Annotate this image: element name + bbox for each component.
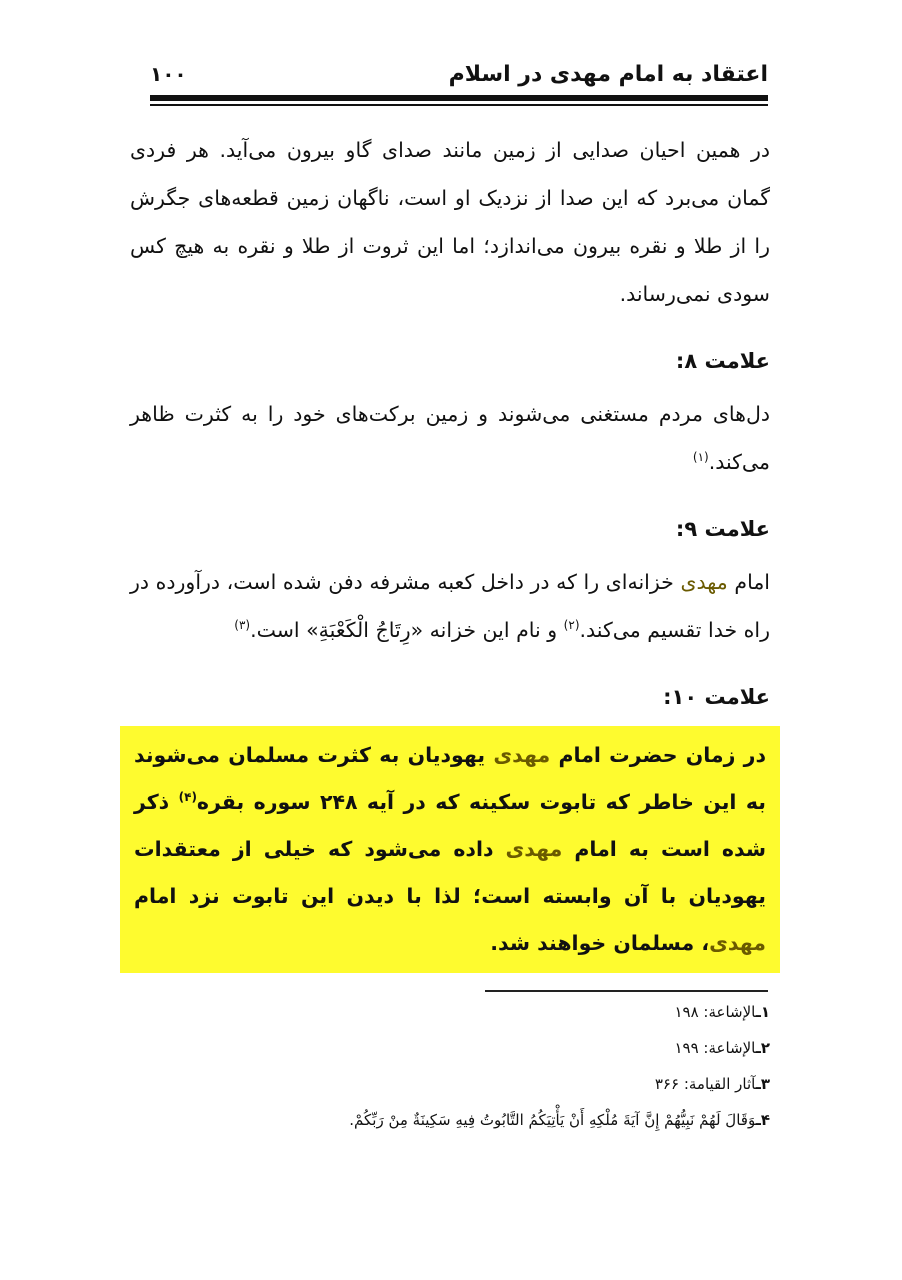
paragraph-sign-10-part-c: ذکر شده است به امام	[134, 790, 766, 861]
footnote-1	[150, 1002, 770, 1022]
footnote-text: الإشاعة: ۱۹۹	[674, 1039, 756, 1057]
paragraph-sign-8	[130, 390, 770, 486]
paragraph-sign-9-part-a: امام	[734, 570, 770, 594]
paragraph-sign-8-text: دل‌های مردم مستغنی می‌شوند و زمین برکت‌های خود را به کثرت ظاهر می‌کند.	[130, 402, 770, 474]
footnote-separator	[485, 990, 768, 992]
footnote-ref-3[interactable]: (۳)	[234, 618, 251, 633]
footnote-number: ۱ـ	[755, 1003, 770, 1021]
paragraph-sign-10-part-b: یهودیان به کثرت مسلمان می‌شوند به این خاطر که تابوت سکینه که در آیه ۲۴۸ سوره بقره	[134, 743, 767, 814]
paragraph-sign-9-part-b: خزانه‌ای را که در داخل کعبه مشرفه دفن شده است، درآورده در راه خدا تقسیم می‌کند.	[130, 570, 770, 642]
header-title: اعتقاد به امام مهدی در اسلام	[448, 61, 768, 87]
footnote-text: وَقَالَ لَهُمْ نَبِيُّهُمْ إِنَّ آيَةَ مُلْكِهِ أَنْ يَأْتِيَكُمُ التَّابُوتُ فِيهِ سَكِينَةٌ مِنْ رَبِّكُمْ.	[349, 1111, 756, 1129]
paragraph-sign-10-part-e: ، مسلمان خواهند شد.	[490, 931, 710, 955]
paragraph-1: در همین احیان صدایی از زمین مانند صدای گاو بیرون می‌آید. هر فردی گمان می‌برد که این صدا از نزدیک او است، ناگهان زمین قطعه‌های جگرش را از طلا و نقره بیرون می‌اندازد؛ اما این ثروت از طلا و نقره به هیچ کس سودی نمی‌رساند.	[130, 138, 770, 306]
name-mahdi: مهدی	[493, 743, 551, 767]
name-mahdi: مهدی	[709, 931, 766, 955]
paragraph-sign-10-part-a: در زمان حضرت امام	[558, 743, 766, 767]
heading-sign-9: علامت ۹:	[675, 517, 770, 541]
footnote-number: ۳ـ	[755, 1075, 770, 1093]
footnote-text: الإشاعة: ۱۹۸	[674, 1003, 756, 1021]
heading-sign-10: علامت ۱۰:	[663, 685, 770, 709]
page-number: ۱۰۰	[150, 62, 187, 86]
footnote-2	[150, 1038, 770, 1058]
highlighted-paragraph-sign-10	[120, 726, 780, 973]
footnote-4	[150, 1110, 770, 1130]
footnote-ref-2[interactable]: (۲)	[563, 618, 580, 633]
footnote-ref-1[interactable]: (۱)	[692, 450, 709, 465]
paragraph-sign-9	[130, 558, 770, 654]
paragraph-sign-10-part-d: داده می‌شود که خیلی از معتقدات یهودیان با آن وابسته است؛ لذا با دیدن این تابوت نزد امام	[134, 837, 766, 908]
name-mahdi: مهدی	[505, 837, 563, 861]
main-text	[130, 126, 770, 973]
header-rule-thick	[150, 95, 768, 101]
footnote-text: آثار القیامة: ۳۶۶	[654, 1075, 756, 1093]
footnote-number: ۲ـ	[755, 1039, 770, 1057]
header-rule-thin	[150, 104, 768, 106]
name-mahdi: مهدی	[680, 570, 728, 594]
paragraph-sign-9-part-c: و نام این خزانه «رِتَاجُ الْكَعْبَةِ» است.	[250, 618, 558, 642]
footnote-ref-4[interactable]: (۴)	[178, 790, 197, 805]
footnotes	[150, 1002, 770, 1146]
footnote-number: ۴ـ	[755, 1111, 770, 1129]
footnote-3	[150, 1074, 770, 1094]
heading-sign-8: علامت ۸:	[675, 349, 770, 373]
running-header	[150, 58, 768, 90]
